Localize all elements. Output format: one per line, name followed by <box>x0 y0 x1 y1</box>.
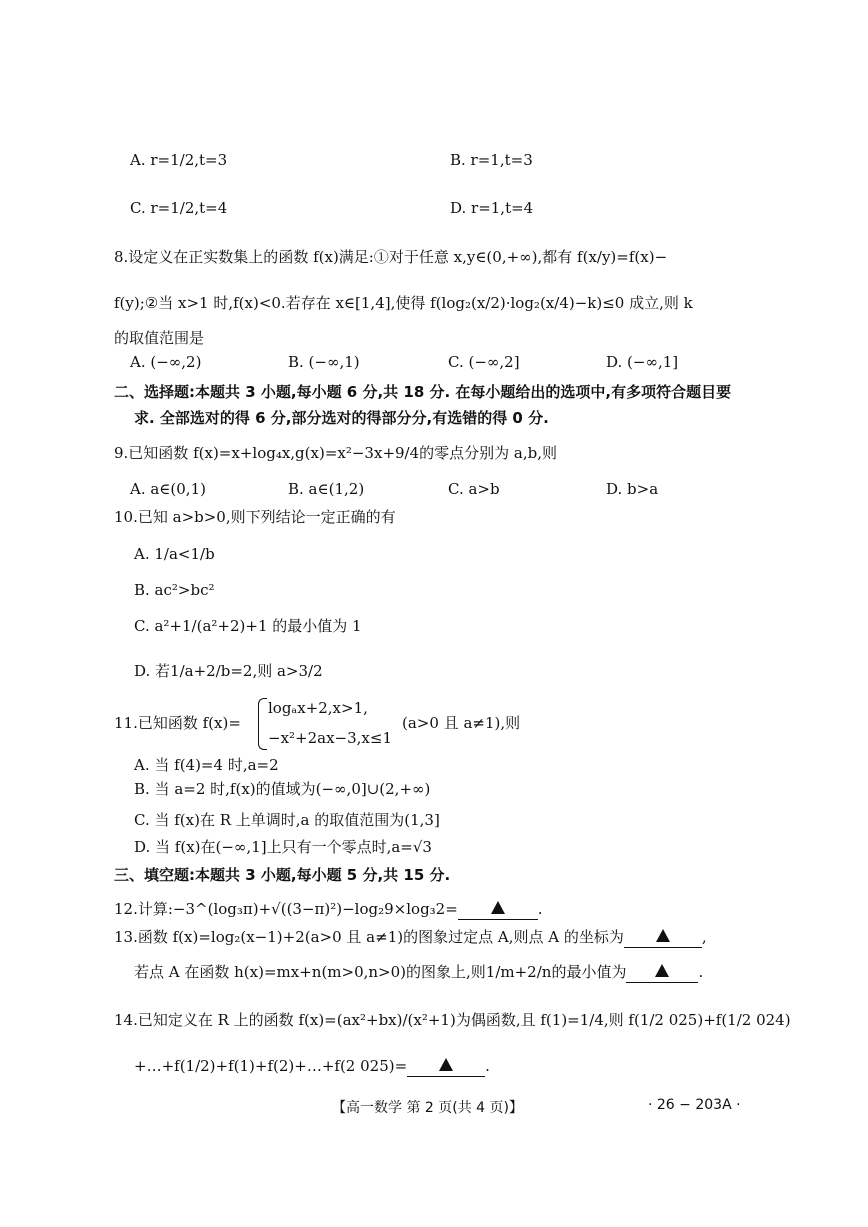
q10-option-b: B. ac²>bc² <box>134 581 215 599</box>
q14-answer-blank[interactable] <box>407 1056 485 1077</box>
q11-option-a: A. 当 f(4)=4 时,a=2 <box>134 756 279 774</box>
q8-stem-line3: 的取值范围是 <box>114 329 205 347</box>
footer-page-info: 【高一数学 第 2 页(共 4 页)】 <box>332 1100 523 1116</box>
q9-option-a: A. a∈(0,1) <box>130 480 206 498</box>
q8-option-d: D. (−∞,1] <box>606 353 679 371</box>
q13-line1 <box>114 927 707 948</box>
q9-stem: 9.已知函数 f(x)=x+log₄x,g(x)=x²−3x+9/4的零点分别为 a,b,则 <box>114 444 557 462</box>
q13-coord-blank[interactable] <box>624 927 702 948</box>
q13-text-line2: 若点 A 在函数 h(x)=mx+n(m>0,n>0)的图象上,则1/m+2/n的最小值为 <box>134 963 627 981</box>
q11-case1: logₐx+2,x>1, <box>268 699 368 717</box>
q11-stem-prefix: 11.已知函数 f(x)= <box>114 714 241 732</box>
q11-stem-suffix: (a>0 且 a≠1),则 <box>402 714 521 732</box>
q7-option-b: B. r=1,t=3 <box>450 151 533 169</box>
q7-option-d: D. r=1,t=4 <box>450 199 534 217</box>
q12-end: . <box>537 900 543 918</box>
section3-heading: 三、填空题:本题共 3 小题,每小题 5 分,共 15 分. <box>114 866 451 884</box>
q7-option-a: A. r=1/2,t=3 <box>130 151 228 169</box>
q13-text-line1: 13.函数 f(x)=log₂(x−1)+2(a>0 且 a≠1)的图象过定点 A,则点 A 的坐标为 <box>114 928 624 946</box>
section2-heading-line2: 求. 全部选对的得 6 分,部分选对的得部分分,有选错的得 0 分. <box>134 409 549 427</box>
q8-stem-line1: 8.设定义在正实数集上的函数 f(x)满足:①对于任意 x,y∈(0,+∞),都有 f(x/y)=f(x)− <box>114 248 668 266</box>
triangle-icon <box>491 901 505 914</box>
q9-option-b: B. a∈(1,2) <box>288 480 365 498</box>
piecewise-brace <box>258 698 267 750</box>
triangle-icon <box>656 929 670 942</box>
q9-option-c: C. a>b <box>448 480 500 498</box>
q10-option-c: C. a²+1/(a²+2)+1 的最小值为 1 <box>134 617 362 635</box>
q11-option-d: D. 当 f(x)在(−∞,1]上只有一个零点时,a=√3 <box>134 838 432 856</box>
q12-text: 12.计算:−3^(log₃π)+√((3−π)²)−log₂9×log₃2= <box>114 900 458 918</box>
q9-option-d: D. b>a <box>606 480 659 498</box>
q8-option-c: C. (−∞,2] <box>448 353 520 371</box>
q8-option-b: B. (−∞,1) <box>288 353 360 371</box>
triangle-icon <box>439 1058 453 1071</box>
q10-option-a: A. 1/a<1/b <box>134 545 215 563</box>
q12-answer-blank[interactable] <box>458 899 538 920</box>
q10-stem: 10.已知 a>b>0,则下列结论一定正确的有 <box>114 508 396 526</box>
q14-line2 <box>134 1056 490 1077</box>
section2-heading-line1: 二、选择题:本题共 3 小题,每小题 6 分,共 18 分. 在每小题给出的选项中,有多项符合题目要 <box>114 383 732 401</box>
q8-stem-line2: f(y);②当 x>1 时,f(x)<0.若存在 x∈[1,4],使得 f(log₂(x/2)·log₂(x/4)−k)≤0 成立,则 k <box>114 294 693 312</box>
q13-line1-end: , <box>701 928 707 946</box>
q7-option-c: C. r=1/2,t=4 <box>130 199 228 217</box>
q10-option-d: D. 若1/a+2/b=2,则 a>3/2 <box>134 662 323 680</box>
q13-line2-end: . <box>698 963 704 981</box>
q8-option-a: A. (−∞,2) <box>130 353 202 371</box>
q14-line1: 14.已知定义在 R 上的函数 f(x)=(ax²+bx)/(x²+1)为偶函数,且 f(1)=1/4,则 f(1/2 025)+f(1/2 024) <box>114 1011 791 1029</box>
q13-line2 <box>134 962 703 983</box>
footer-code: · 26 − 203A · <box>648 1097 741 1113</box>
q11-option-c: C. 当 f(x)在 R 上单调时,a 的取值范围为(1,3] <box>134 811 440 829</box>
q14-line2-end: . <box>485 1057 490 1075</box>
q14-text-line2: +…+f(1/2)+f(1)+f(2)+…+f(2 025)= <box>134 1057 408 1075</box>
q12-question <box>114 899 543 920</box>
q11-case2: −x²+2ax−3,x≤1 <box>268 729 393 747</box>
q11-option-b: B. 当 a=2 时,f(x)的值域为(−∞,0]∪(2,+∞) <box>134 780 431 798</box>
triangle-icon <box>655 964 669 977</box>
q13-min-blank[interactable] <box>626 962 698 983</box>
